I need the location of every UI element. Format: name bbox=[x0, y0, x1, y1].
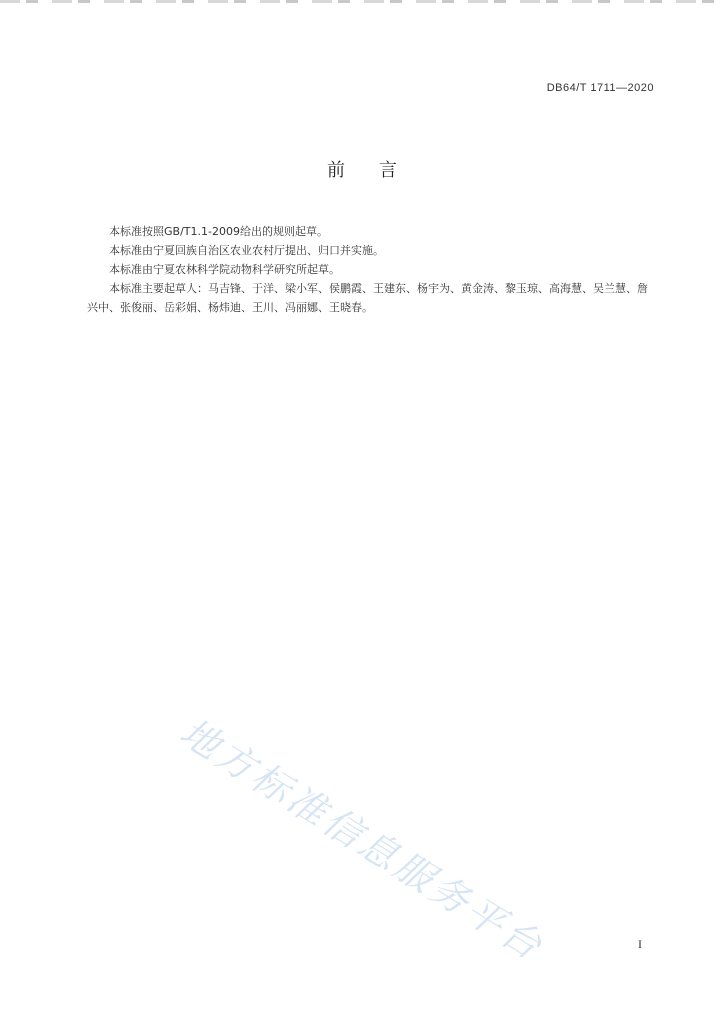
foreword-paragraph-drafters: 本标准主要起草人：马吉锋、于洋、梁小军、侯鹏霞、王建东、杨宇为、黄金涛、黎玉琼、高海慧、吴兰慧、詹兴中、张俊丽、岳彩娟、杨炜迪、王川、冯丽娜、王晓春。 bbox=[87, 282, 648, 314]
watermark: 地方标准信息服务平台 bbox=[172, 709, 552, 970]
page-title: 前言 bbox=[327, 160, 431, 181]
foreword-paragraph-proposer: 本标准由宁夏回族自治区农业农村厅提出、归口并实施。 bbox=[109, 244, 384, 257]
page-number: I bbox=[638, 937, 642, 951]
scan-edge-artifact bbox=[0, 0, 724, 3]
standard-code: DB64/T 1711—2020 bbox=[546, 82, 654, 94]
foreword-paragraph-drafting-rules: 本标准按照GB/T1.1-2009给出的规则起草。 bbox=[109, 225, 328, 238]
foreword-paragraph-drafting-unit: 本标准由宁夏农林科学院动物科学研究所起草。 bbox=[109, 263, 340, 276]
foreword-body bbox=[87, 222, 657, 317]
